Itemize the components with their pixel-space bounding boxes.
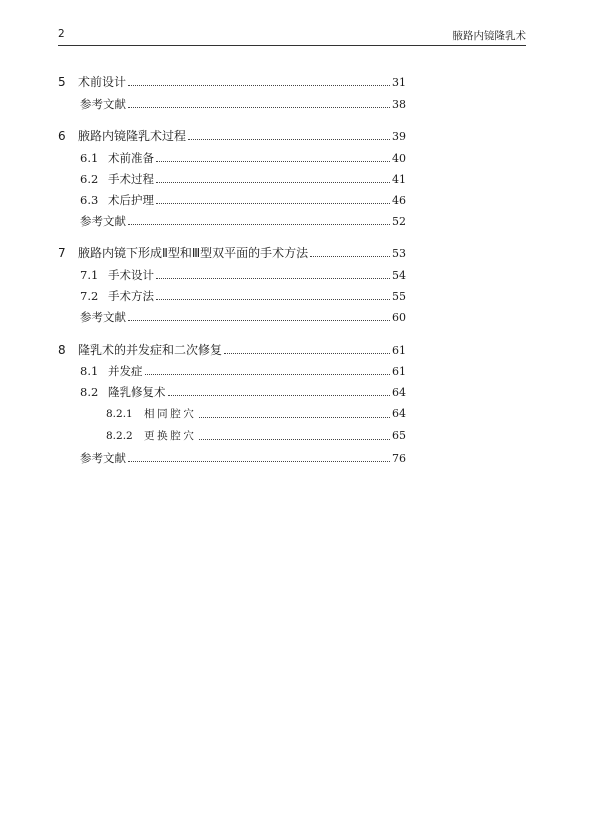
page-ref: 53 — [392, 247, 406, 260]
toc-references-ch8[interactable] — [80, 449, 406, 467]
chapter-number: 7 — [58, 246, 66, 260]
references-title: 参考文献 — [80, 97, 126, 111]
chapter-title: 腋路内镜隆乳术过程 — [78, 129, 187, 143]
chapter-title: 术前设计 — [78, 75, 127, 89]
section-number: 6.3 — [80, 193, 99, 207]
toc-chapter-7[interactable] — [58, 244, 406, 262]
toc-chapter-6[interactable] — [58, 127, 406, 145]
section-number: 6.2 — [80, 172, 99, 186]
leader-dots — [128, 84, 390, 86]
leader-dots — [156, 160, 390, 162]
leader-dots — [188, 138, 390, 140]
page-ref: 61 — [392, 365, 406, 378]
subsection-number: 8.2.2 — [106, 430, 133, 442]
leader-dots — [156, 298, 390, 300]
chapter-title: 隆乳术的并发症和二次修复 — [78, 343, 223, 357]
section-number: 7.2 — [80, 289, 99, 303]
page-ref: 52 — [392, 215, 406, 228]
running-header — [58, 28, 526, 44]
toc-section-7-2[interactable] — [80, 287, 406, 305]
page-ref: 38 — [392, 98, 406, 111]
toc-section-8-1[interactable] — [80, 362, 406, 380]
page-ref: 46 — [392, 194, 406, 207]
toc-references-ch6[interactable] — [80, 212, 406, 230]
page-number: 2 — [58, 28, 65, 40]
leader-dots — [168, 394, 391, 396]
leader-dots — [128, 460, 390, 462]
references-title: 参考文献 — [80, 214, 126, 228]
section-number: 7.1 — [80, 268, 99, 282]
page-ref: 60 — [392, 311, 406, 324]
toc-section-7-1[interactable] — [80, 266, 406, 284]
toc-section-6-1[interactable] — [80, 149, 406, 167]
chapter-number: 6 — [58, 129, 66, 143]
section-title: 术前准备 — [108, 151, 154, 165]
leader-dots — [199, 416, 391, 418]
toc-section-8-2[interactable] — [80, 383, 406, 401]
leader-dots — [199, 438, 391, 440]
subsection-number: 8.2.1 — [106, 408, 133, 420]
page-ref: 65 — [392, 429, 406, 442]
toc-section-6-2[interactable] — [80, 170, 406, 188]
page-ref: 64 — [392, 407, 406, 420]
leader-dots — [145, 373, 391, 375]
leader-dots — [128, 223, 390, 225]
leader-dots — [310, 255, 390, 257]
leader-dots — [224, 352, 390, 354]
toc-references-ch7[interactable] — [80, 308, 406, 326]
section-title: 手术方法 — [108, 289, 154, 303]
section-number: 6.1 — [80, 151, 99, 165]
section-title: 手术设计 — [108, 268, 154, 282]
toc-subsection-8-2-2[interactable] — [106, 427, 406, 445]
chapter-title: 腋路内镜下形成Ⅱ型和Ⅲ型双平面的手术方法 — [78, 246, 309, 260]
subsection-title: 更换腔穴 — [144, 430, 197, 442]
references-title: 参考文献 — [80, 310, 126, 324]
chapter-number: 5 — [58, 75, 66, 89]
leader-dots — [156, 277, 390, 279]
toc-chapter-8[interactable] — [58, 341, 406, 359]
leader-dots — [156, 181, 390, 183]
running-title: 腋路内镜隆乳术 — [452, 30, 526, 42]
page-ref: 76 — [392, 452, 406, 465]
chapter-number: 8 — [58, 343, 66, 357]
section-number: 8.1 — [80, 364, 99, 378]
page-ref: 39 — [392, 130, 406, 143]
toc-section-6-3[interactable] — [80, 191, 406, 209]
page-ref: 55 — [392, 290, 406, 303]
header-rule — [58, 45, 526, 46]
toc-chapter-5[interactable] — [58, 73, 406, 91]
page-ref: 64 — [392, 386, 406, 399]
toc-references-ch5[interactable] — [80, 95, 406, 113]
section-number: 8.2 — [80, 385, 99, 399]
section-title: 隆乳修复术 — [108, 385, 166, 399]
page-ref: 41 — [392, 173, 406, 186]
toc-subsection-8-2-1[interactable] — [106, 405, 406, 423]
leader-dots — [128, 106, 390, 108]
section-title: 手术过程 — [108, 172, 154, 186]
leader-dots — [128, 319, 390, 321]
page-ref: 40 — [392, 152, 406, 165]
section-title: 术后护理 — [108, 193, 154, 207]
references-title: 参考文献 — [80, 451, 126, 465]
subsection-title: 相同腔穴 — [144, 408, 197, 420]
page-ref: 31 — [392, 76, 406, 89]
page-ref: 61 — [392, 344, 406, 357]
section-title: 并发症 — [108, 364, 143, 378]
page-ref: 54 — [392, 269, 406, 282]
leader-dots — [156, 202, 390, 204]
